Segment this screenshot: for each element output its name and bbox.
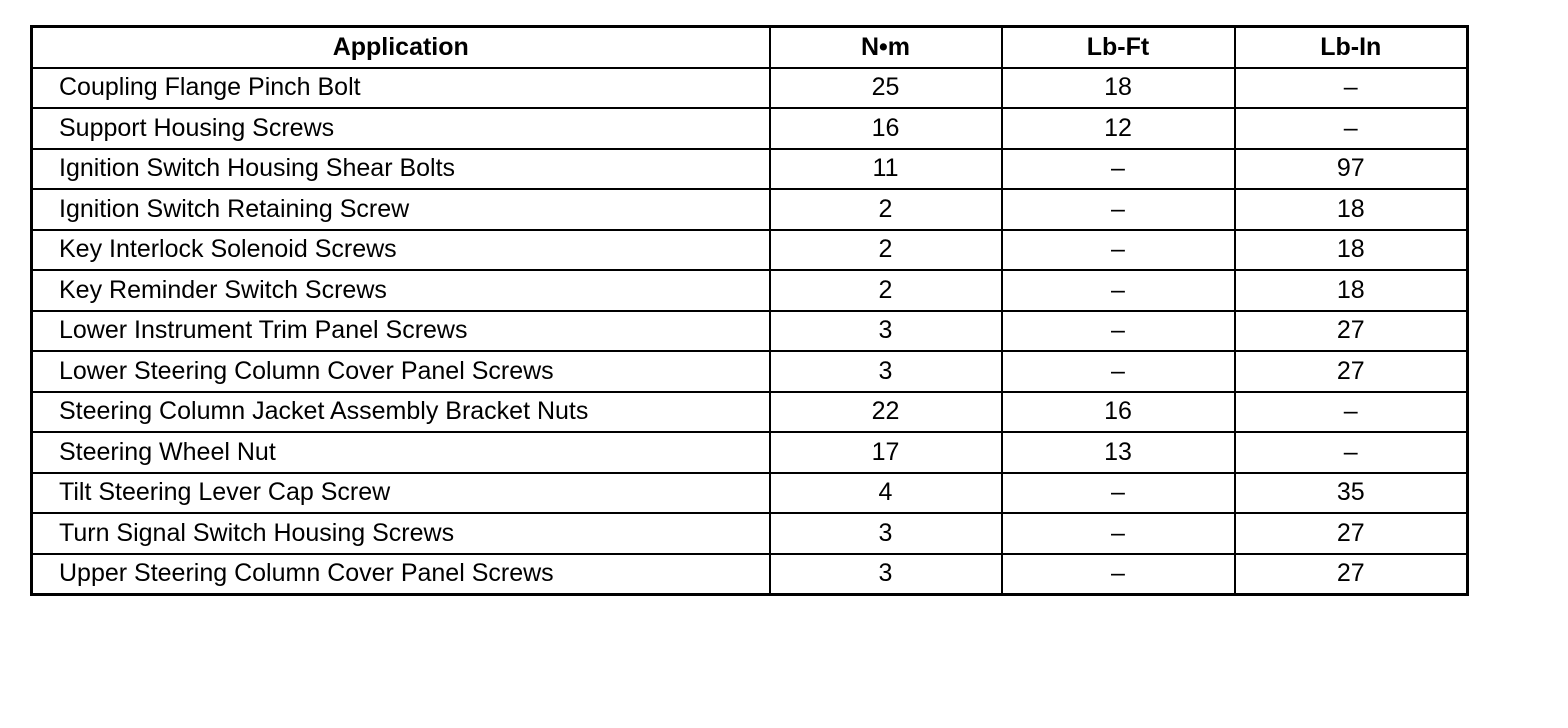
table-row — [32, 432, 1468, 473]
header-nm: N•m — [770, 27, 1002, 68]
cell-lbin: 35 — [1235, 473, 1468, 514]
cell-lbft: 16 — [1002, 392, 1235, 433]
table-row — [32, 513, 1468, 554]
table-row — [32, 473, 1468, 514]
cell-nm: 2 — [770, 270, 1002, 311]
table-row — [32, 270, 1468, 311]
cell-lbft: – — [1002, 351, 1235, 392]
table-row — [32, 311, 1468, 352]
cell-lbin: 27 — [1235, 513, 1468, 554]
torque-spec-table — [30, 25, 1469, 596]
table-row — [32, 108, 1468, 149]
cell-lbft: 13 — [1002, 432, 1235, 473]
cell-nm: 25 — [770, 68, 1002, 109]
header-lbft: Lb-Ft — [1002, 27, 1235, 68]
cell-application: Coupling Flange Pinch Bolt — [32, 68, 770, 109]
cell-nm: 2 — [770, 189, 1002, 230]
cell-lbin: 27 — [1235, 554, 1468, 595]
cell-application: Steering Wheel Nut — [32, 432, 770, 473]
cell-lbin: 18 — [1235, 230, 1468, 271]
table-row — [32, 554, 1468, 595]
cell-lbin: – — [1235, 68, 1468, 109]
cell-application: Steering Column Jacket Assembly Bracket Nuts — [32, 392, 770, 433]
cell-application: Lower Steering Column Cover Panel Screws — [32, 351, 770, 392]
cell-lbin: 27 — [1235, 351, 1468, 392]
cell-application: Tilt Steering Lever Cap Screw — [32, 473, 770, 514]
cell-nm: 3 — [770, 554, 1002, 595]
cell-nm: 4 — [770, 473, 1002, 514]
cell-lbin: 97 — [1235, 149, 1468, 190]
cell-nm: 17 — [770, 432, 1002, 473]
cell-application: Key Reminder Switch Screws — [32, 270, 770, 311]
cell-application: Support Housing Screws — [32, 108, 770, 149]
cell-lbin: 18 — [1235, 270, 1468, 311]
cell-application: Upper Steering Column Cover Panel Screws — [32, 554, 770, 595]
cell-nm: 3 — [770, 351, 1002, 392]
cell-application: Lower Instrument Trim Panel Screws — [32, 311, 770, 352]
cell-nm: 2 — [770, 230, 1002, 271]
cell-application: Ignition Switch Housing Shear Bolts — [32, 149, 770, 190]
cell-lbft: – — [1002, 149, 1235, 190]
cell-lbft: – — [1002, 189, 1235, 230]
cell-lbin: – — [1235, 392, 1468, 433]
table-row — [32, 351, 1468, 392]
table-row — [32, 149, 1468, 190]
header-application: Application — [32, 27, 770, 68]
cell-nm: 16 — [770, 108, 1002, 149]
cell-nm: 11 — [770, 149, 1002, 190]
cell-lbft: 18 — [1002, 68, 1235, 109]
cell-application: Turn Signal Switch Housing Screws — [32, 513, 770, 554]
header-row — [32, 27, 1468, 68]
cell-lbft: – — [1002, 270, 1235, 311]
table-row — [32, 189, 1468, 230]
cell-nm: 22 — [770, 392, 1002, 433]
cell-application: Ignition Switch Retaining Screw — [32, 189, 770, 230]
header-lbin: Lb-In — [1235, 27, 1468, 68]
cell-lbft: 12 — [1002, 108, 1235, 149]
table-row — [32, 68, 1468, 109]
cell-lbft: – — [1002, 311, 1235, 352]
cell-nm: 3 — [770, 311, 1002, 352]
cell-lbin: 27 — [1235, 311, 1468, 352]
cell-lbin: 18 — [1235, 189, 1468, 230]
table-row — [32, 230, 1468, 271]
cell-lbin: – — [1235, 108, 1468, 149]
cell-lbft: – — [1002, 473, 1235, 514]
cell-lbft: – — [1002, 230, 1235, 271]
cell-lbin: – — [1235, 432, 1468, 473]
cell-lbft: – — [1002, 554, 1235, 595]
cell-nm: 3 — [770, 513, 1002, 554]
table-row — [32, 392, 1468, 433]
cell-lbft: – — [1002, 513, 1235, 554]
cell-application: Key Interlock Solenoid Screws — [32, 230, 770, 271]
